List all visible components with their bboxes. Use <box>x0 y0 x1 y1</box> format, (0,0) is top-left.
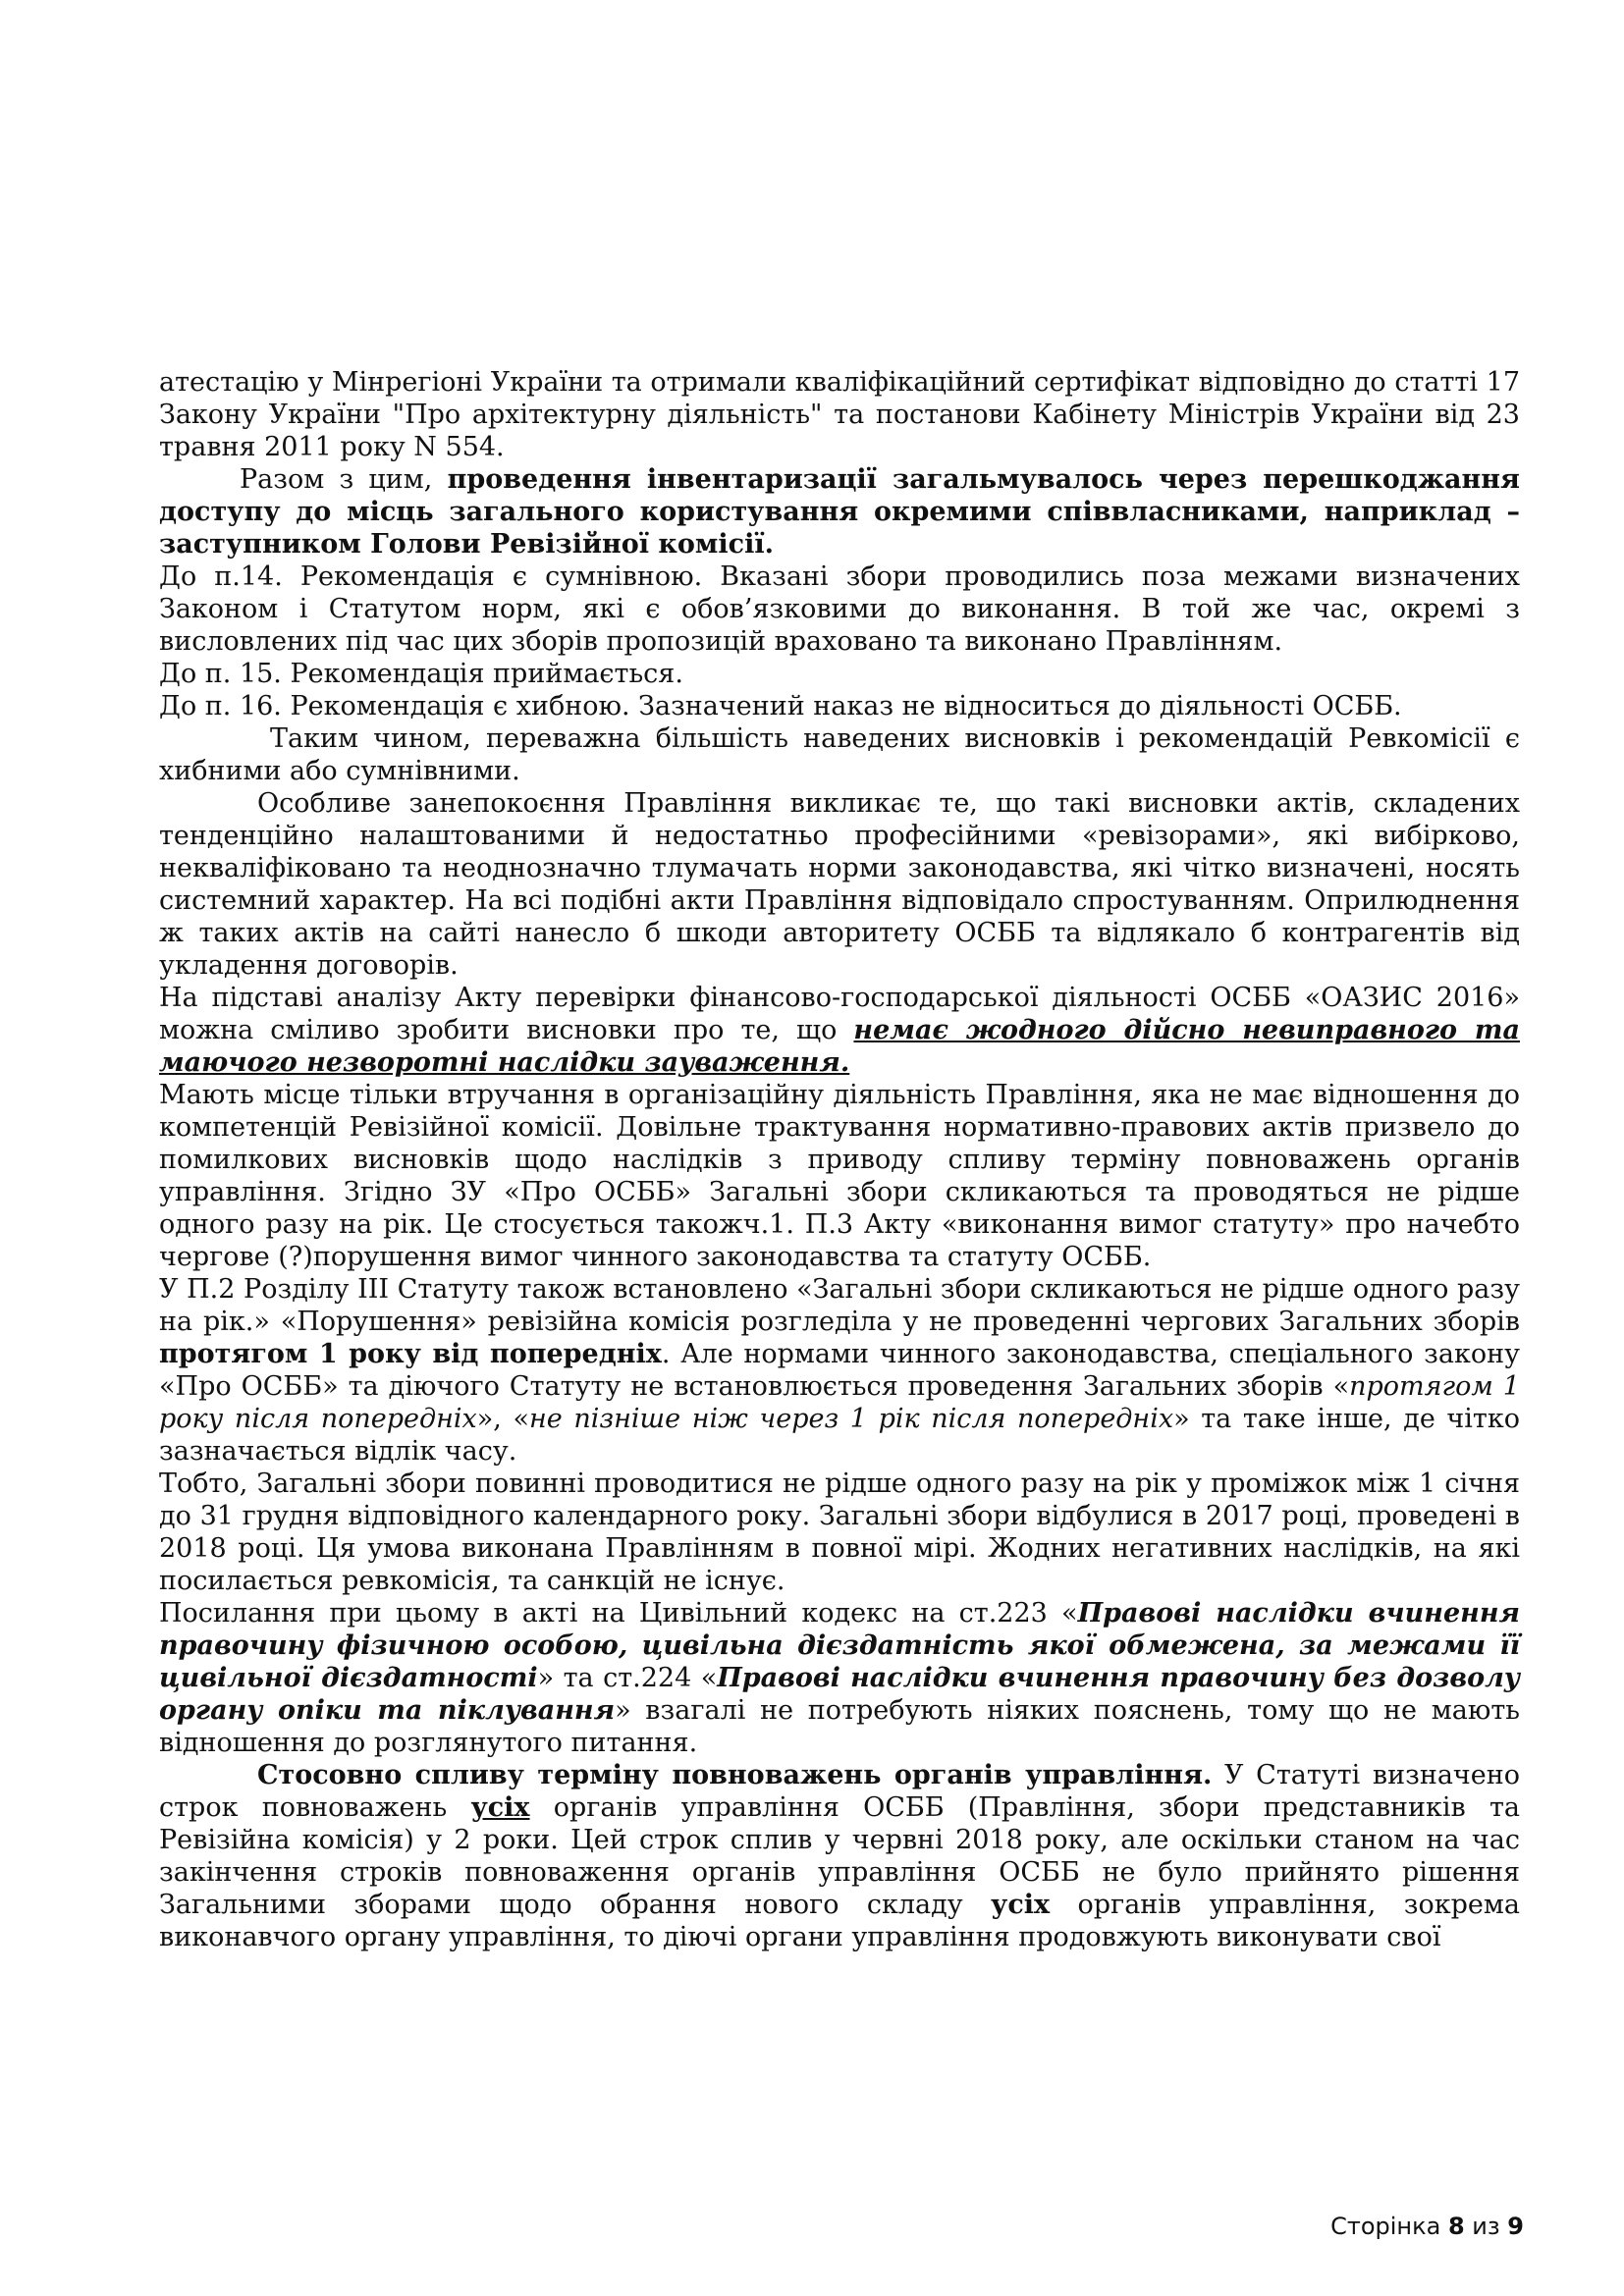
document-body <box>159 366 1520 1953</box>
paragraph-5: До п. 16. Рекомендація є хибною. Зазначений наказ не відноситься до діяльності ОСББ. <box>159 691 1402 721</box>
page-separator: из <box>1472 2213 1500 2240</box>
paragraph-4: До п. 15. Рекомендація приймається. <box>159 659 683 689</box>
paragraph-1: атестацію у Мінрегіоні України та отримали кваліфікаційний сертифікат відповідно до статті 17 Закону України "Про архітектурну діяльність" та постанови Кабінету Міністрів України від 23 травня 2011 року N 554. <box>159 367 1520 462</box>
page-label: Сторінка <box>1330 2213 1441 2240</box>
paragraph-8: На підставі аналізу Акту перевірки фінансово-господарської діяльності ОСББ «ОАЗИС 2016» можна сміливо зробити висновки про те, що немає жодного дійсно невиправного та маючого незворотні наслідки зауваження. <box>159 983 1520 1078</box>
page-number: 8 <box>1447 2213 1465 2240</box>
page-footer <box>1330 2213 1524 2240</box>
paragraph-9: Мають місце тільки втручання в організаційну діяльність Правління, яка не має відношення до компетенцій Ревізійної комісії. Довільне трактування нормативно-правових актів призвело до помилкових висновків щодо наслідків з приводу спливу терміну повноважень органів управління. Згідно ЗУ «Про ОСББ» Загальні збори скликаються та проводяться не рідше одного разу на рік. Це стосується такожч.1. П.3 Акту «виконання вимог статуту» про начебто чергове (?)порушення вимог чинного законодавства та статуту ОСББ. <box>159 1080 1520 1272</box>
page-total: 9 <box>1507 2213 1524 2240</box>
paragraph-13: Стосовно спливу терміну повноважень органів управління. У Статуті визначено строк повноважень усіх органів управління ОСББ (Правління, збори представників та Ревізійна комісія) у 2 роки. Цей строк сплив у червні 2018 року, але оскільки станом на час закінчення строків повноваження органів управління ОСББ не було прийнято рішення Загальними зборами щодо обрання нового складу усіх органів управління, зокрема виконавчого органу управління, то діючі органи управління продовжують виконувати свої <box>159 1760 1520 1952</box>
paragraph-6: Таким чином, переважна більшість наведених висновків і рекомендацій Ревкомісії є хибними або сумнівними. <box>159 723 1520 786</box>
paragraph-10: У П.2 Розділу ІІІ Статуту також встановлено «Загальні збори скликаються не рідше одного разу на рік.» «Порушення» ревізійна комісія розгледіла у не проведенні чергових Загальних зборів протягом 1 року від попередніх. Але нормами чинного законодавства, спеціального закону «Про ОСББ» та діючого Статуту не встановлюється проведення Загальних зборів «протягом 1 року після попередніх», «не пізніше ніж через 1 рік після попередніх» та таке інше, де чітко зазначається відлік часу. <box>159 1274 1520 1467</box>
paragraph-3: До п.14. Рекомендація є сумнівною. Вказані збори проводились поза межами визначених Законом і Статутом норм, які є обов’язковими до виконання. В той же час, окремі з висловлених під час цих зборів пропозицій враховано та виконано Правлінням. <box>159 561 1520 657</box>
paragraph-2: Разом з цим, проведення інвентаризації загальмувалось через перешкоджання доступу до місць загального користування окремими співвласниками, наприклад – заступником Голови Ревізійної комісії. <box>159 464 1520 560</box>
paragraph-11: Тобто, Загальні збори повинні проводитися не рідше одного разу на рік у проміжок між 1 січня до 31 грудня відповідного календарного року. Загальні збори відбулися в 2017 році, проведені в 2018 році. Ця умова виконана Правлінням в повної мірі. Жодних негативних наслідків, на які посилається ревкомісія, та санкцій не існує. <box>159 1468 1520 1596</box>
paragraph-12: Посилання при цьому в акті на Цивільний кодекс на ст.223 «Правові наслідки вчинення правочину фізичною особою, цивільна дієздатність якої обмежена, за межами її цивільної дієздатності» та ст.224 «Правові наслідки вчинення правочину без дозволу органу опіки та піклування» взагалі не потребують ніяких пояснень, тому що не мають відношення до розглянутого питання. <box>159 1598 1521 1758</box>
paragraph-7: Особливе занепокоєння Правління викликає те, що такі висновки актів, складених тенденційно налаштованими й недостатньо професійними «ревізорами», які вибірково, некваліфіковано та неоднозначно тлумачать норми законодавства, які чітко визначені, носять системний характер. На всі подібні акти Правління відповідало спростуванням. Оприлюднення ж таких актів на сайті нанесло б шкоди авторитету ОСББ та відлякало б контрагентів від укладення договорів. <box>159 788 1520 981</box>
